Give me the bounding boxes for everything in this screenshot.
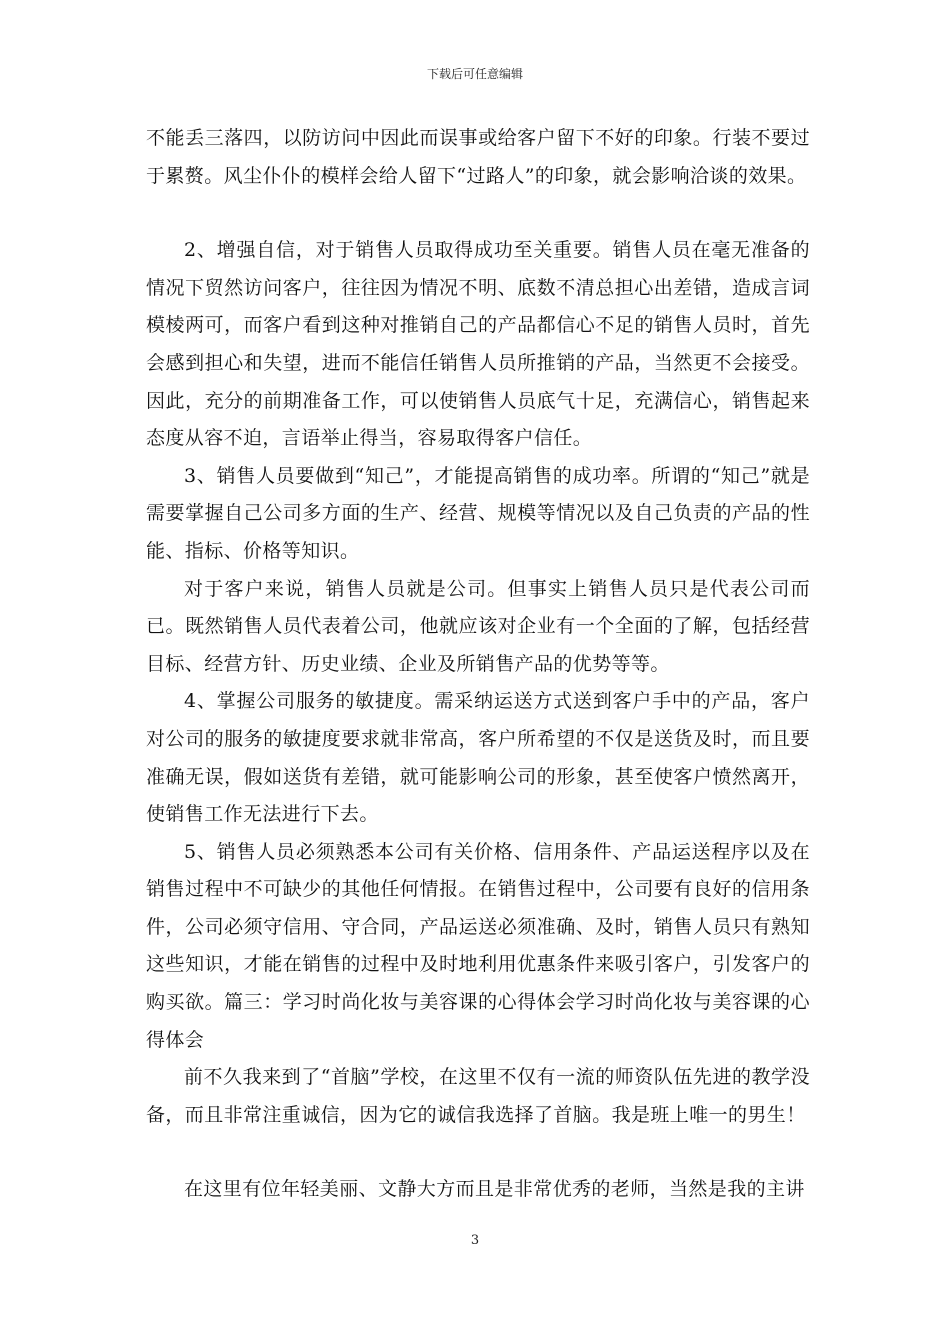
paragraph-point-4: 4、掌握公司服务的敏捷度。需采纳运送方式送到客户手中的产品，客户对公司的服务的敏捷度要求就非常高，客户所希望的不仅是送货及时，而且要准确无误，假如送货有差错，就可能影响公司的形象，甚至使客户愤然离开，使销售工作无法进行下去。 (146, 690, 810, 826)
paragraph-spacer (146, 1134, 810, 1171)
page-number: 3 (470, 1233, 480, 1248)
paragraph-continuation: 不能丢三落四，以防访问中因此而误事或给客户留下不好的印象。行装不要过于累赘。风尘仆仆的模样会给人留下“过路人”的印象，就会影响洽谈的效果。 (146, 127, 810, 187)
document-body (146, 120, 810, 1209)
paragraph-teacher: 在这里有位年轻美丽、文静大方而且是非常优秀的老师，当然是我的主讲 (184, 1178, 805, 1201)
page-header-note: 下载后可任意编辑 (426, 67, 523, 81)
paragraph-point-2: 2、增强自信，对于销售人员取得成功至关重要。销售人员在毫无准备的情况下贸然访问客户，往往因为情况不明、底数不清总担心出差错，造成言词模棱两可，而客户看到这种对推销自己的产品都信心不足的销售人员时，首先会感到担心和失望，进而不能信任销售人员所推销的产品，当然更不会接受。因此，充分的前期准备工作，可以使销售人员底气十足，充满信心，销售起来态度从容不迫，言语举止得当，容易取得客户信任。 (146, 239, 810, 450)
paragraph-point-5: 5、销售人员必须熟悉本公司有关价格、信用条件、产品运送程序以及在销售过程中不可缺少的其他任何情报。在销售过程中，公司要有良好的信用条件，公司必须守信用、守合同，产品运送必须准确、及时，销售人员只有熟知这些知识，才能在销售的过程中及时地利用优惠条件来吸引客户，引发客户的购买欲。篇三：学习时尚化妆与美容课的心得体会学习时尚化妆与美容课的心得体会 (146, 840, 810, 1051)
paragraph-point-3: 3、销售人员要做到“知己”，才能提高销售的成功率。所谓的“知己”就是需要掌握自己公司多方面的生产、经营、规模等情况以及自己负责的产品的性能、指标、价格等知识。 (146, 464, 810, 562)
paragraph-customer-view: 对于客户来说，销售人员就是公司。但事实上销售人员只是代表公司而已。既然销售人员代表着公司，他就应该对企业有一个全面的了解，包括经营目标、经营方针、历史业绩、企业及所销售产品的优势等等。 (146, 577, 810, 675)
paragraph-school-intro: 前不久我来到了“首脑”学校，在这里不仅有一流的师资队伍先进的教学没备，而且非常注重诚信，因为它的诚信我选择了首脑。我是班上唯一的男生！ (146, 1066, 810, 1126)
paragraph-spacer (146, 195, 810, 232)
